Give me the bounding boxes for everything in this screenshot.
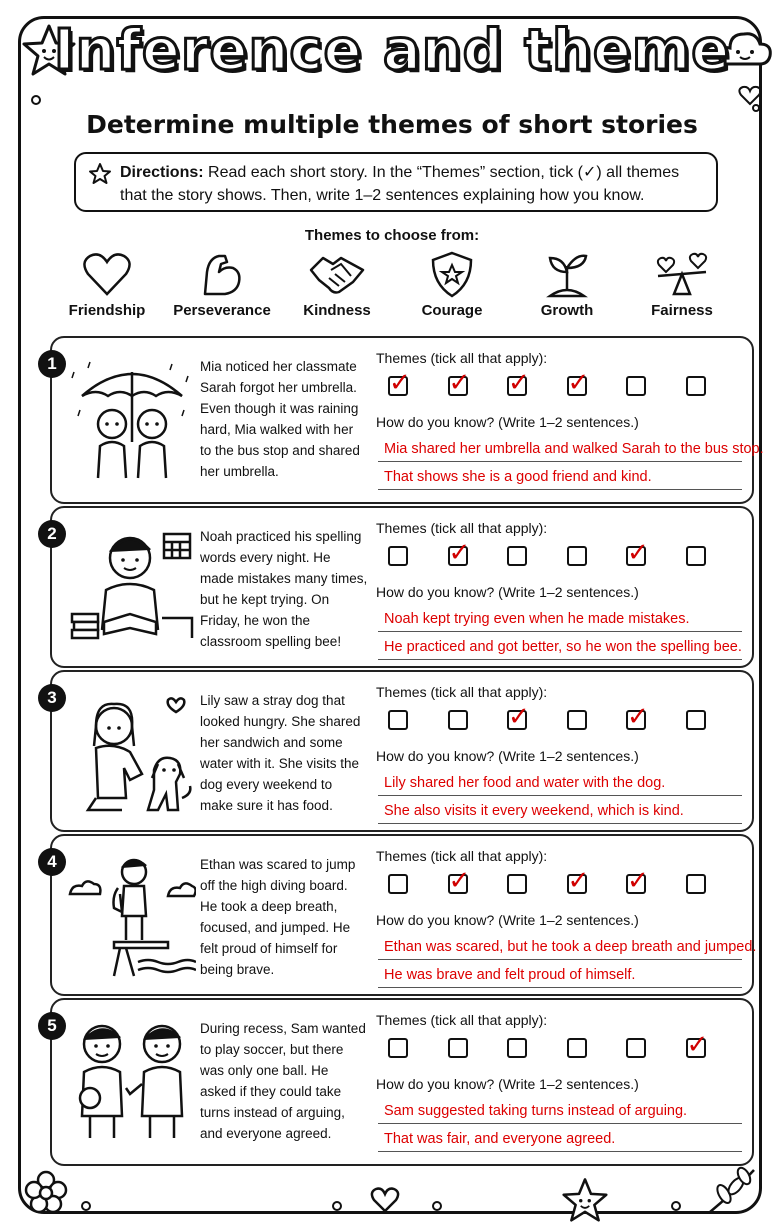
story-text: Ethan was scared to jump off the high diving board. He took a deep breath, focused, and jumped. He felt proud of himself for being brave.: [200, 857, 356, 977]
heart-icon: [82, 250, 132, 298]
balance-seesaw-icon: [654, 250, 710, 298]
answer-line-2[interactable]: She also visits it every weekend, which is kind.: [378, 800, 742, 824]
themes-prompt: Themes (tick all that apply):: [376, 350, 548, 366]
theme-checkbox[interactable]: [507, 546, 527, 566]
theme-label: Courage: [421, 302, 483, 319]
story-card: [47, 998, 754, 1166]
story-number: 4: [38, 848, 66, 876]
story-card: [47, 834, 757, 996]
theme-checkbox[interactable]: [567, 710, 587, 730]
story-illustration: [68, 522, 196, 650]
theme-checkbox[interactable]: [626, 1038, 646, 1058]
tick-mark-icon: ✓: [686, 1030, 709, 1060]
theme-checkbox[interactable]: [567, 368, 590, 398]
tick-mark-icon: ✓: [448, 538, 471, 568]
story-text: During recess, Sam wanted to play soccer, but there was only one ball. He asked if they could take turns instead of arguing, and everyone agreed.: [200, 1021, 366, 1141]
story-number: 3: [38, 684, 66, 712]
theme-checkbox[interactable]: [686, 1030, 709, 1060]
theme-checkbox[interactable]: [507, 1038, 527, 1058]
theme-checkbox[interactable]: [686, 874, 706, 894]
theme-checkbox[interactable]: [686, 546, 706, 566]
story-number: 2: [38, 520, 66, 548]
sprout-icon: [542, 250, 592, 298]
directions-box: [74, 152, 718, 212]
themes-prompt: Themes (tick all that apply):: [376, 1012, 548, 1028]
story-text: Mia noticed her classmate Sarah forgot her umbrella. Even though it was raining hard, Mia walked with her to the bus stop and shared her umbrella.: [200, 359, 360, 479]
themes-prompt: Themes (tick all that apply):: [376, 848, 548, 864]
answer-line-2[interactable]: That shows she is a good friend and kind.: [378, 466, 742, 490]
answer-line-2[interactable]: He practiced and got better, so he won the spelling bee.: [378, 636, 742, 660]
theme-label: Fairness: [651, 302, 713, 319]
star-icon: [88, 162, 112, 186]
answer-line-1[interactable]: Sam suggested taking turns instead of arguing.: [378, 1100, 742, 1124]
theme-label: Growth: [540, 302, 594, 319]
page-title: Inference and theme: [53, 18, 731, 83]
theme-checkbox[interactable]: [388, 874, 408, 894]
tick-mark-icon: ✓: [567, 866, 590, 896]
answer-line-1[interactable]: Lily shared her food and water with the dog.: [378, 772, 742, 796]
how-prompt: How do you know? (Write 1–2 sentences.): [376, 414, 639, 430]
answer-line-1[interactable]: Noah kept trying even when he made mistakes.: [378, 608, 742, 632]
theme-growth: [512, 250, 622, 319]
theme-checkbox[interactable]: [448, 368, 471, 398]
story-card: [47, 670, 754, 832]
story-text: Lily saw a stray dog that looked hungry. She shared her sandwich and some water with it. She visits the dog every weekend to make sure it has food.: [200, 693, 361, 813]
theme-checkbox[interactable]: [448, 710, 468, 730]
story-number: 5: [38, 1012, 66, 1040]
theme-checkbox[interactable]: [507, 702, 530, 732]
themes-prompt: Themes (tick all that apply):: [376, 520, 548, 536]
directions-text: Read each short story. In the “Themes” section, tick (✓) all themes that the story shows. Then, write 1–2 sentences explaining how you know.: [120, 164, 680, 204]
story-illustration: [68, 686, 196, 814]
story-card: [47, 336, 764, 504]
theme-checkbox[interactable]: [626, 538, 649, 568]
theme-checkbox[interactable]: [507, 874, 527, 894]
themes-prompt: Themes (tick all that apply):: [376, 684, 548, 700]
theme-checkbox[interactable]: [388, 1038, 408, 1058]
page-subtitle: Determine multiple themes of short stories: [86, 110, 698, 139]
theme-checkbox[interactable]: [448, 1038, 468, 1058]
answer-line-2[interactable]: He was brave and felt proud of himself.: [378, 964, 742, 988]
tick-mark-icon: ✓: [389, 368, 411, 398]
tick-mark-icon: ✓: [627, 538, 649, 568]
tick-mark-icon: ✓: [567, 368, 590, 398]
answer-line-1[interactable]: Ethan was scared, but he took a deep breath and jumped.: [378, 936, 742, 960]
how-prompt: How do you know? (Write 1–2 sentences.): [376, 748, 639, 764]
theme-kindness: [282, 250, 392, 319]
tick-mark-icon: ✓: [448, 866, 471, 896]
how-prompt: How do you know? (Write 1–2 sentences.): [376, 912, 639, 928]
tick-mark-icon: ✓: [508, 368, 530, 398]
theme-label: Friendship: [68, 302, 146, 319]
theme-checkbox[interactable]: [388, 546, 408, 566]
theme-checkbox[interactable]: [567, 866, 590, 896]
theme-label: Perseverance: [173, 302, 271, 319]
answer-line-1[interactable]: Mia shared her umbrella and walked Sarah to the bus stop.: [378, 438, 742, 462]
directions-label: Directions:: [120, 164, 204, 181]
story-illustration: [68, 352, 196, 480]
story-card: [47, 506, 754, 668]
tick-mark-icon: ✓: [448, 368, 471, 398]
tick-mark-icon: ✓: [627, 866, 649, 896]
theme-checkbox[interactable]: [507, 368, 530, 398]
themes-heading: Themes to choose from:: [304, 227, 480, 244]
story-text: Noah practiced his spelling words every night. He made mistakes many times, but he kept trying. On Friday, he won the classroom spelling bee!: [200, 529, 368, 649]
theme-perseverance: [167, 250, 277, 319]
theme-checkbox[interactable]: [448, 538, 471, 568]
handshake-icon: [309, 250, 365, 298]
answer-line-2[interactable]: That was fair, and everyone agreed.: [378, 1128, 742, 1152]
theme-checkbox[interactable]: [388, 710, 408, 730]
theme-checkbox[interactable]: [388, 368, 411, 398]
story-illustration: [68, 850, 196, 978]
tick-mark-icon: ✓: [627, 702, 649, 732]
how-prompt: How do you know? (Write 1–2 sentences.): [376, 1076, 639, 1092]
theme-courage: [397, 250, 507, 319]
theme-checkbox[interactable]: [626, 866, 649, 896]
theme-checkbox[interactable]: [448, 866, 471, 896]
theme-checkbox[interactable]: [686, 710, 706, 730]
theme-fairness: [627, 250, 737, 319]
tick-mark-icon: ✓: [508, 702, 530, 732]
how-prompt: How do you know? (Write 1–2 sentences.): [376, 584, 639, 600]
story-number: 1: [38, 350, 66, 378]
theme-checkbox[interactable]: [567, 546, 587, 566]
theme-checkbox[interactable]: [686, 376, 706, 396]
theme-label: Kindness: [303, 302, 371, 319]
theme-checkbox[interactable]: [626, 702, 649, 732]
theme-checkbox[interactable]: [567, 1038, 587, 1058]
theme-checkbox[interactable]: [626, 376, 646, 396]
flexed-arm-icon: [197, 250, 247, 298]
story-illustration: [68, 1014, 196, 1142]
theme-friendship: [52, 250, 162, 319]
shield-star-icon: [427, 250, 477, 298]
